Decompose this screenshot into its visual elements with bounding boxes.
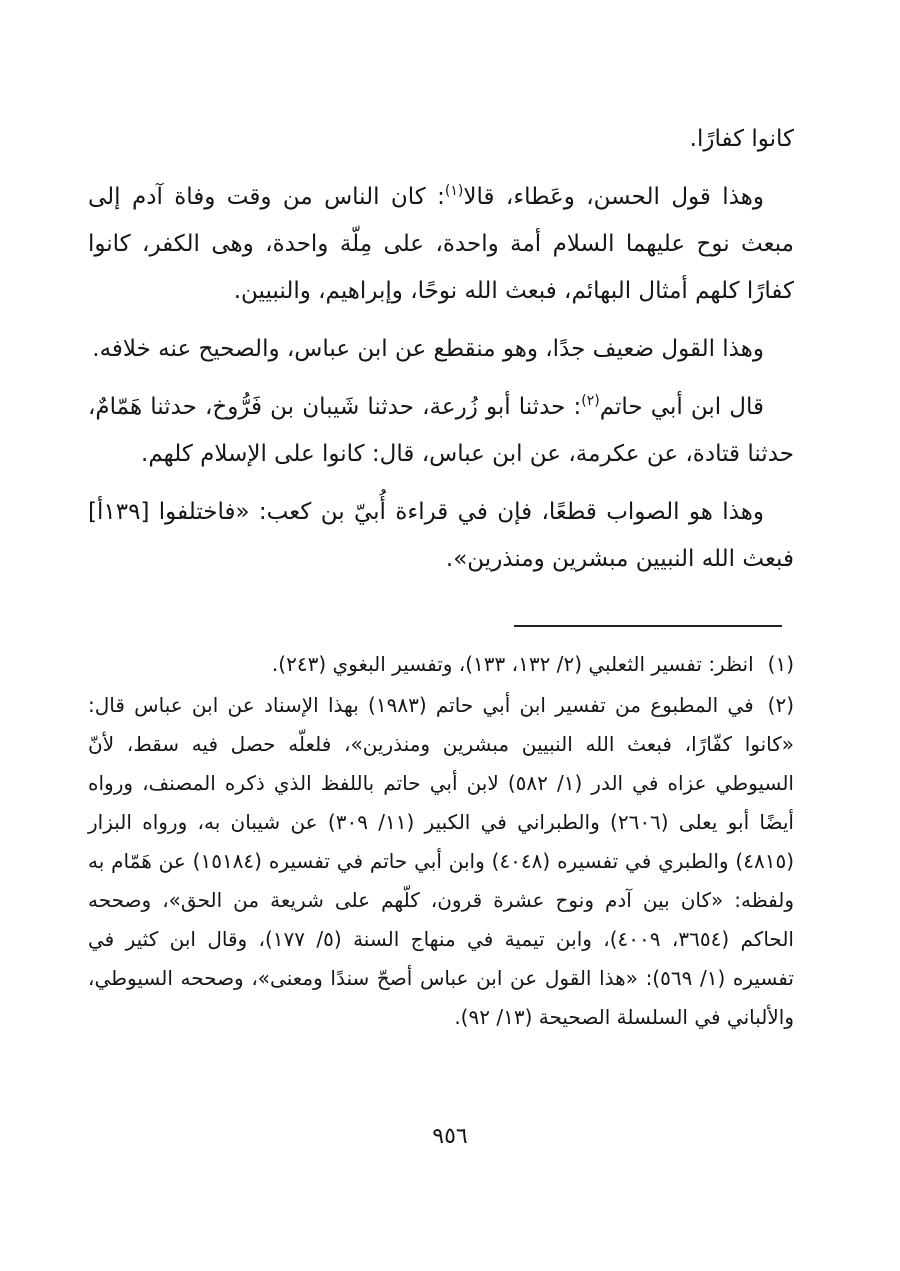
- page-number: ٩٥٦: [432, 1124, 468, 1149]
- footnote-ref-1: (١): [444, 183, 464, 199]
- footnote-text: في المطبوع من تفسير ابن أبي حاتم (١٩٨٣) بهذا الإسناد عن ابن عباس قال: «كانوا كفّارًا، فبعث الله النبيين مبشرين ومنذرين»، فلعلّه حصل فيه سقط، لأنّ السيوطي عزاه في الدر (١/ ٥٨٢) لابن أبي حاتم باللفظ الذي ذكره المصنف، ورواه أيضًا أبو يعلى (٢٦٠٦) والطبراني في الكبير (١١/ ٣٠٩) عن شيبان به، ورواه البزار (٤٨١٥) والطبري في تفسيره (٤٠٤٨) وابن أبي حاتم في تفسيره (١٥١٨٤) عن هَمّام به ولفظه: «كان بين آدم ونوح عشرة قرون، كلّهم على شريعة من الحق»، وصححه الحاكم (٣٦٥٤، ٤٠٠٩)، وابن تيمية في منهاج السنة (٥/ ١٧٧)، وقال ابن كثير في تفسيره (١/ ٥٦٩): «هذا القول عن ابن عباس أصحّ سندًا ومعنى»، وصححه السيوطي، والألباني في السلسلة الصحيحة (١٣/ ٩٢).: [88, 693, 795, 1029]
- footnote-text: انظر: تفسير الثعلبي (٢/ ١٣٢، ١٣٣)، وتفسير البغوي (٢٤٣).: [271, 652, 754, 676]
- footnote-marker: (١): [767, 652, 794, 676]
- paragraph-text: : حدثنا أبو زُرعة، حدثنا شَيبان بن فَرُّوخ، حدثنا هَمّامٌ، حدثنا قتادة، عن عكرمة، عن ابن عباس، قال: كانوا على الإسلام كلهم.: [88, 394, 794, 467]
- body-paragraph: [88, 489, 794, 583]
- footnote-separator: [514, 625, 782, 627]
- paragraph-text: وهذا هو الصواب قطعًا، فإن في قراءة أُبيّ بن كعب: «فاختلفوا [١٣٩أ] فبعث الله النبيين مبشرين ومنذرين».: [88, 499, 794, 572]
- body-paragraph: [88, 174, 794, 315]
- footnote-item: [88, 686, 794, 1037]
- paragraph-text: قال ابن أبي حاتم: [599, 394, 764, 420]
- footnote-ref-2: (٢): [581, 393, 600, 409]
- paragraph-text: وهذا القول ضعيف جدًا، وهو منقطع عن ابن عباس، والصحيح عنه خلافه.: [92, 336, 764, 362]
- body-paragraph: [88, 116, 794, 163]
- footnotes-section: [88, 645, 794, 1037]
- paragraph-text: وهذا قول الحسن، وعَطاء، قالا: [463, 184, 764, 210]
- body-paragraph: [88, 384, 794, 478]
- paragraph-text: : كان الناس من وقت وفاة آدم إلى مبعث نوح عليهما السلام أمة واحدة، على مِلّة واحدة، وهى الكفر، كانوا كفارًا كلهم أمثال البهائم، فبعث الله نوحًا، وإبراهيم، والنبيين.: [88, 184, 794, 304]
- paragraph-text: كانوا كفارًا.: [689, 126, 794, 152]
- footnote-marker: (٢): [767, 693, 795, 717]
- body-paragraph: [88, 326, 794, 373]
- footnote-item: [88, 645, 794, 684]
